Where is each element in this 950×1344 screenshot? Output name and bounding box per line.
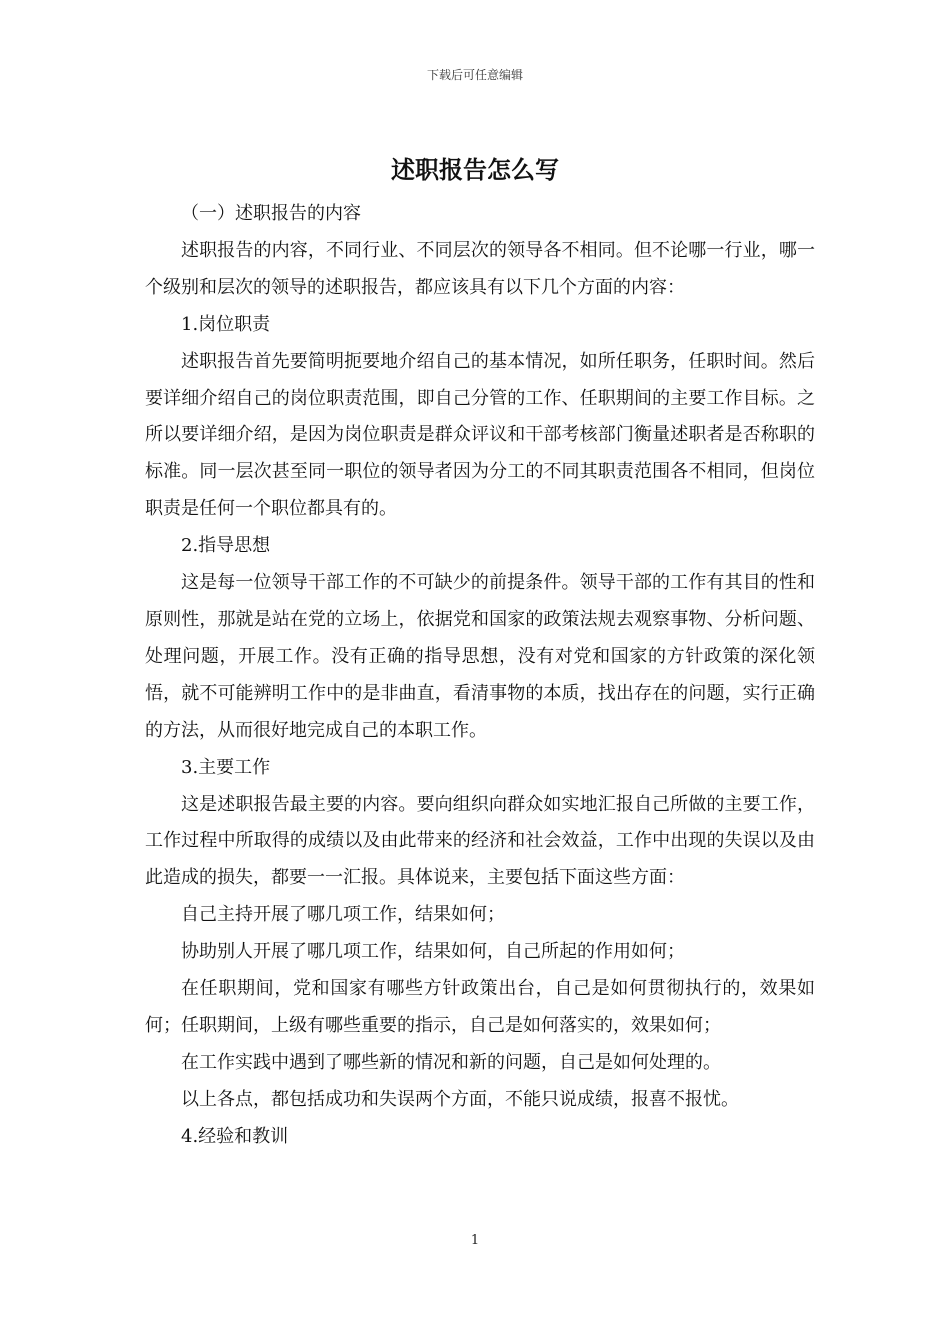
paragraph: 以上各点，都包括成功和失误两个方面，不能只说成绩，报喜不报忧。 xyxy=(181,1088,739,1110)
list-item: 自己主持开展了哪几项工作，结果如何； xyxy=(181,904,505,926)
paragraph: 这是述职报告最主要的内容。要向组织向群众如实地汇报自己所做的主要工作，工作过程中所取得的成绩以及由此带来的经济和社会效益，工作中出现的失误以及由此造成的损失，都要一一汇报。具体说来，主要包括下面这些方面： xyxy=(145,793,815,889)
document-title: 述职报告怎么写 xyxy=(391,156,559,184)
subsection-heading: 3.主要工作 xyxy=(181,756,271,778)
page-header-note: 下载后可任意编辑 xyxy=(426,68,523,82)
subsection-heading: 1.岗位职责 xyxy=(181,313,271,335)
list-item: 在工作实践中遇到了哪些新的情况和新的问题，自己是如何处理的。 xyxy=(181,1051,721,1073)
subsection-heading: 2.指导思想 xyxy=(181,535,271,557)
section-heading: （一）述职报告的内容 xyxy=(181,203,361,224)
paragraph: 这是每一位领导干部工作的不可缺少的前提条件。领导干部的工作有其目的性和原则性，那就是站在党的立场上，依据党和国家的政策法规去观察事物、分析问题、处理问题，开展工作。没有正确的指导思想，没有对党和国家的方针政策的深化领悟，就不可能辨明工作中的是非曲直，看清事物的本质，找出存在的问题，实行正确的方法，从而很好地完成自己的本职工作。 xyxy=(145,572,815,741)
list-item: 在任职期间，党和国家有哪些方针政策出台，自己是如何贯彻执行的，效果如何；任职期间，上级有哪些重要的指示，自己是如何落实的，效果如何； xyxy=(145,978,815,1036)
list-item: 协助别人开展了哪几项工作，结果如何，自己所起的作用如何； xyxy=(181,941,685,963)
subsection-heading: 4.经验和教训 xyxy=(181,1125,289,1147)
paragraph: 述职报告首先要简明扼要地介绍自己的基本情况，如所任职务，任职时间。然后要详细介绍自己的岗位职责范围，即自己分管的工作、任职期间的主要工作目标。之所以要详细介绍，是因为岗位职责是群众评议和干部考核部门衡量述职者是否称职的标准。同一层次甚至同一职位的领导者因为分工的不同其职责范围各不相同，但岗位职责是任何一个职位都具有的。 xyxy=(145,350,815,520)
paragraph: 述职报告的内容，不同行业、不同层次的领导各不相同。但不论哪一行业，哪一个级别和层次的领导的述职报告，都应该具有以下几个方面的内容： xyxy=(145,239,815,298)
page-number: 1 xyxy=(470,1233,480,1248)
document-body xyxy=(145,196,815,1156)
